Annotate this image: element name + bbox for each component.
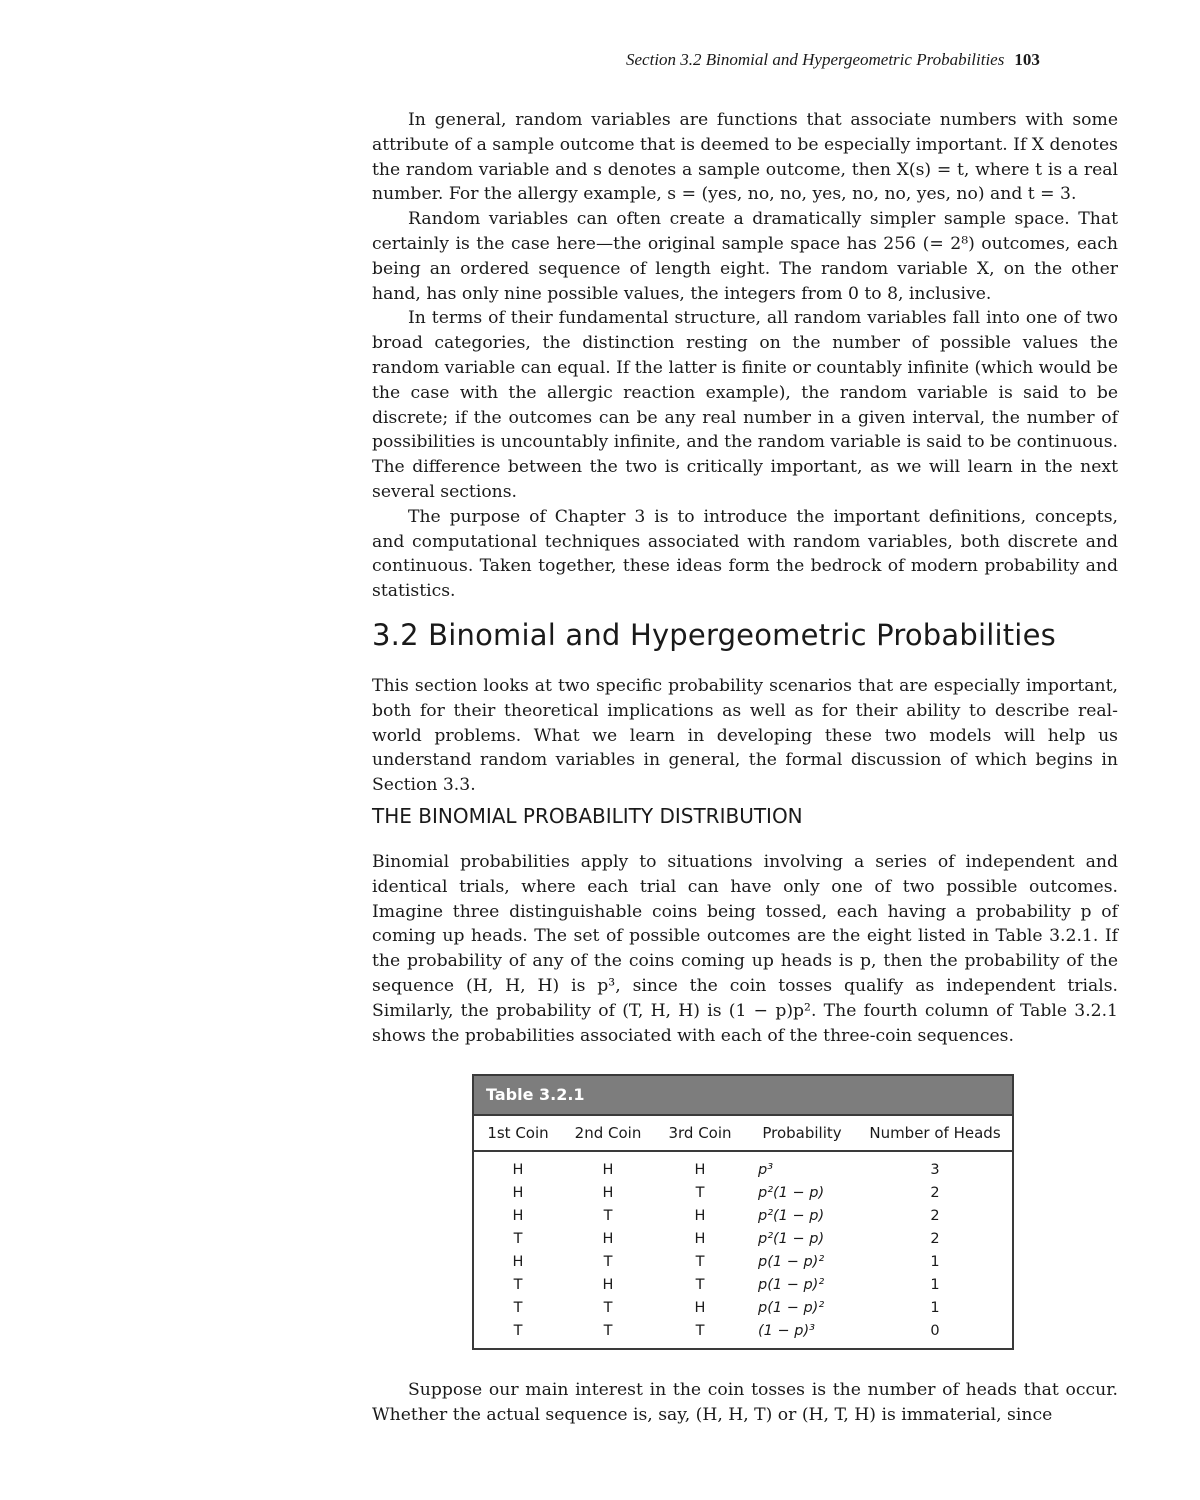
cell-coin-2: H bbox=[602, 1184, 614, 1201]
cell-number-of-heads: 1 bbox=[930, 1276, 940, 1293]
cell-coin-3: T bbox=[695, 1184, 705, 1201]
header-coin-2: 2nd Coin bbox=[562, 1115, 654, 1151]
cell-coin-1: T bbox=[513, 1230, 523, 1247]
cell-probability: p(1 − p)² bbox=[758, 1299, 825, 1316]
subsection-title: THE BINOMIAL PROBABILITY DISTRIBUTION bbox=[372, 804, 803, 828]
header-number-of-heads: Number of Heads bbox=[858, 1115, 1012, 1151]
section-paragraph-1: This section looks at two specific probability scenarios that are especially important, both for their theoretical implications as well as for their ability to describe real-world problems. What we learn in developing these two models will help us understand random variables in general, the formal discussion of which begins in Section 3.3. bbox=[372, 676, 1118, 796]
cell-coin-3: H bbox=[694, 1230, 706, 1247]
cell-number-of-heads: 2 bbox=[930, 1230, 940, 1247]
cell-probability: p²(1 − p) bbox=[758, 1207, 825, 1224]
section-intro bbox=[372, 674, 1118, 798]
coin-table bbox=[472, 1074, 1014, 1350]
closing-paragraph: Suppose our main interest in the coin tosses is the number of heads that occur. Whether the actual sequence is, say, (H, H, T) or (H, T, H) is immaterial, since bbox=[372, 1380, 1118, 1425]
cell-coin-1: H bbox=[512, 1184, 524, 1201]
cell-coin-3: T bbox=[695, 1322, 705, 1339]
intro-paragraph-4: The purpose of Chapter 3 is to introduce the important definitions, concepts, and computational techniques associated with random variables, both discrete and continuous. Taken together, these ideas form the bedrock of modern probability and statistics. bbox=[372, 506, 1118, 602]
page-number: 103 bbox=[1014, 50, 1040, 69]
table-row bbox=[474, 1319, 1012, 1348]
cell-probability: p²(1 − p) bbox=[758, 1184, 825, 1201]
cell-coin-3: T bbox=[695, 1276, 705, 1293]
closing-text bbox=[372, 1378, 1118, 1428]
subsection-paragraph-1: Binomial probabilities apply to situations involving a series of independent and identical trials, where each trial can have only one of two possible outcomes. Imagine three distinguishable coins being tossed, each having a probability p of coming up heads. The set of possible outcomes are the eight listed in Table 3.2.1. If the probability of any of the coins coming up heads is p, then the probability of the sequence (H, H, H) is p³, since the coin tosses qualify as independent trials. Similarly, the probability of (T, H, H) is (1 − p)p². The fourth column of Table 3.2.1 shows the probabilities associated with each of the three-coin sequences. bbox=[372, 852, 1118, 1046]
cell-coin-3: H bbox=[694, 1161, 706, 1178]
cell-coin-2: T bbox=[603, 1299, 613, 1316]
running-header bbox=[626, 50, 1120, 70]
cell-number-of-heads: 0 bbox=[930, 1322, 940, 1339]
header-coin-1: 1st Coin bbox=[474, 1115, 562, 1151]
cell-coin-3: H bbox=[694, 1299, 706, 1316]
header-coin-3: 3rd Coin bbox=[654, 1115, 746, 1151]
intro-text bbox=[372, 108, 1118, 604]
cell-coin-1: H bbox=[512, 1207, 524, 1224]
table-row bbox=[474, 1250, 1012, 1273]
table-row bbox=[474, 1227, 1012, 1250]
cell-number-of-heads: 1 bbox=[930, 1253, 940, 1270]
header-probability: Probability bbox=[746, 1115, 858, 1151]
cell-coin-2: T bbox=[603, 1253, 613, 1270]
intro-paragraph-2: Random variables can often create a dramatically simpler sample space. That certainly is the case here—the original sample space has 256 (= 2⁸) outcomes, each being an ordered sequence of length eight. The random variable X, on the other hand, has only nine possible values, the integers from 0 to 8, inclusive. bbox=[372, 209, 1118, 304]
cell-number-of-heads: 1 bbox=[930, 1299, 940, 1316]
table-row bbox=[474, 1204, 1012, 1227]
cell-probability: p(1 − p)² bbox=[758, 1276, 825, 1293]
intro-paragraph-1: In general, random variables are functions that associate numbers with some attribute of a sample outcome that is deemed to be especially important. If X denotes the random variable and s denotes a sample outcome, then X(s) = t, where t is a real number. For the allergy example, s = (yes, no, no, yes, no, no, yes, no) and t = 3. bbox=[372, 110, 1118, 205]
cell-coin-2: H bbox=[602, 1276, 614, 1293]
cell-coin-1: H bbox=[512, 1161, 524, 1178]
cell-number-of-heads: 2 bbox=[930, 1184, 940, 1201]
cell-coin-2: T bbox=[603, 1322, 613, 1339]
table-row bbox=[474, 1151, 1012, 1181]
cell-coin-2: H bbox=[602, 1230, 614, 1247]
table-header-row bbox=[474, 1115, 1012, 1151]
cell-coin-1: T bbox=[513, 1276, 523, 1293]
table-row bbox=[474, 1273, 1012, 1296]
subsection-text bbox=[372, 850, 1118, 1048]
cell-probability: (1 − p)³ bbox=[758, 1322, 815, 1339]
cell-probability: p(1 − p)² bbox=[758, 1253, 825, 1270]
cell-coin-1: T bbox=[513, 1322, 523, 1339]
table-row bbox=[474, 1181, 1012, 1204]
cell-coin-3: H bbox=[694, 1207, 706, 1224]
table-caption: Table 3.2.1 bbox=[474, 1076, 1012, 1114]
cell-coin-3: T bbox=[695, 1253, 705, 1270]
intro-paragraph-3: In terms of their fundamental structure, all random variables fall into one of two broad categories, the distinction resting on the number of possible values the random variable can equal. If the latter is finite or countably infinite (which would be the case with the allergic reaction example), the random variable is said to be discrete; if the outcomes can be any real number in a given interval, the number of possibilities is uncountably infinite, and the random variable is said to be continuous. The difference between the two is critically important, as we will learn in the next several sections. bbox=[372, 308, 1118, 502]
cell-coin-2: H bbox=[602, 1161, 614, 1178]
running-title: Section 3.2 Binomial and Hypergeometric Probabilities bbox=[626, 50, 1005, 69]
cell-probability: p²(1 − p) bbox=[758, 1230, 825, 1247]
cell-probability: p³ bbox=[758, 1161, 774, 1178]
cell-coin-1: T bbox=[513, 1299, 523, 1316]
table-row bbox=[474, 1296, 1012, 1319]
cell-coin-1: H bbox=[512, 1253, 524, 1270]
section-title: 3.2 Binomial and Hypergeometric Probabilities bbox=[372, 618, 1056, 652]
cell-coin-2: T bbox=[603, 1207, 613, 1224]
cell-number-of-heads: 2 bbox=[930, 1207, 940, 1224]
cell-number-of-heads: 3 bbox=[930, 1161, 940, 1178]
